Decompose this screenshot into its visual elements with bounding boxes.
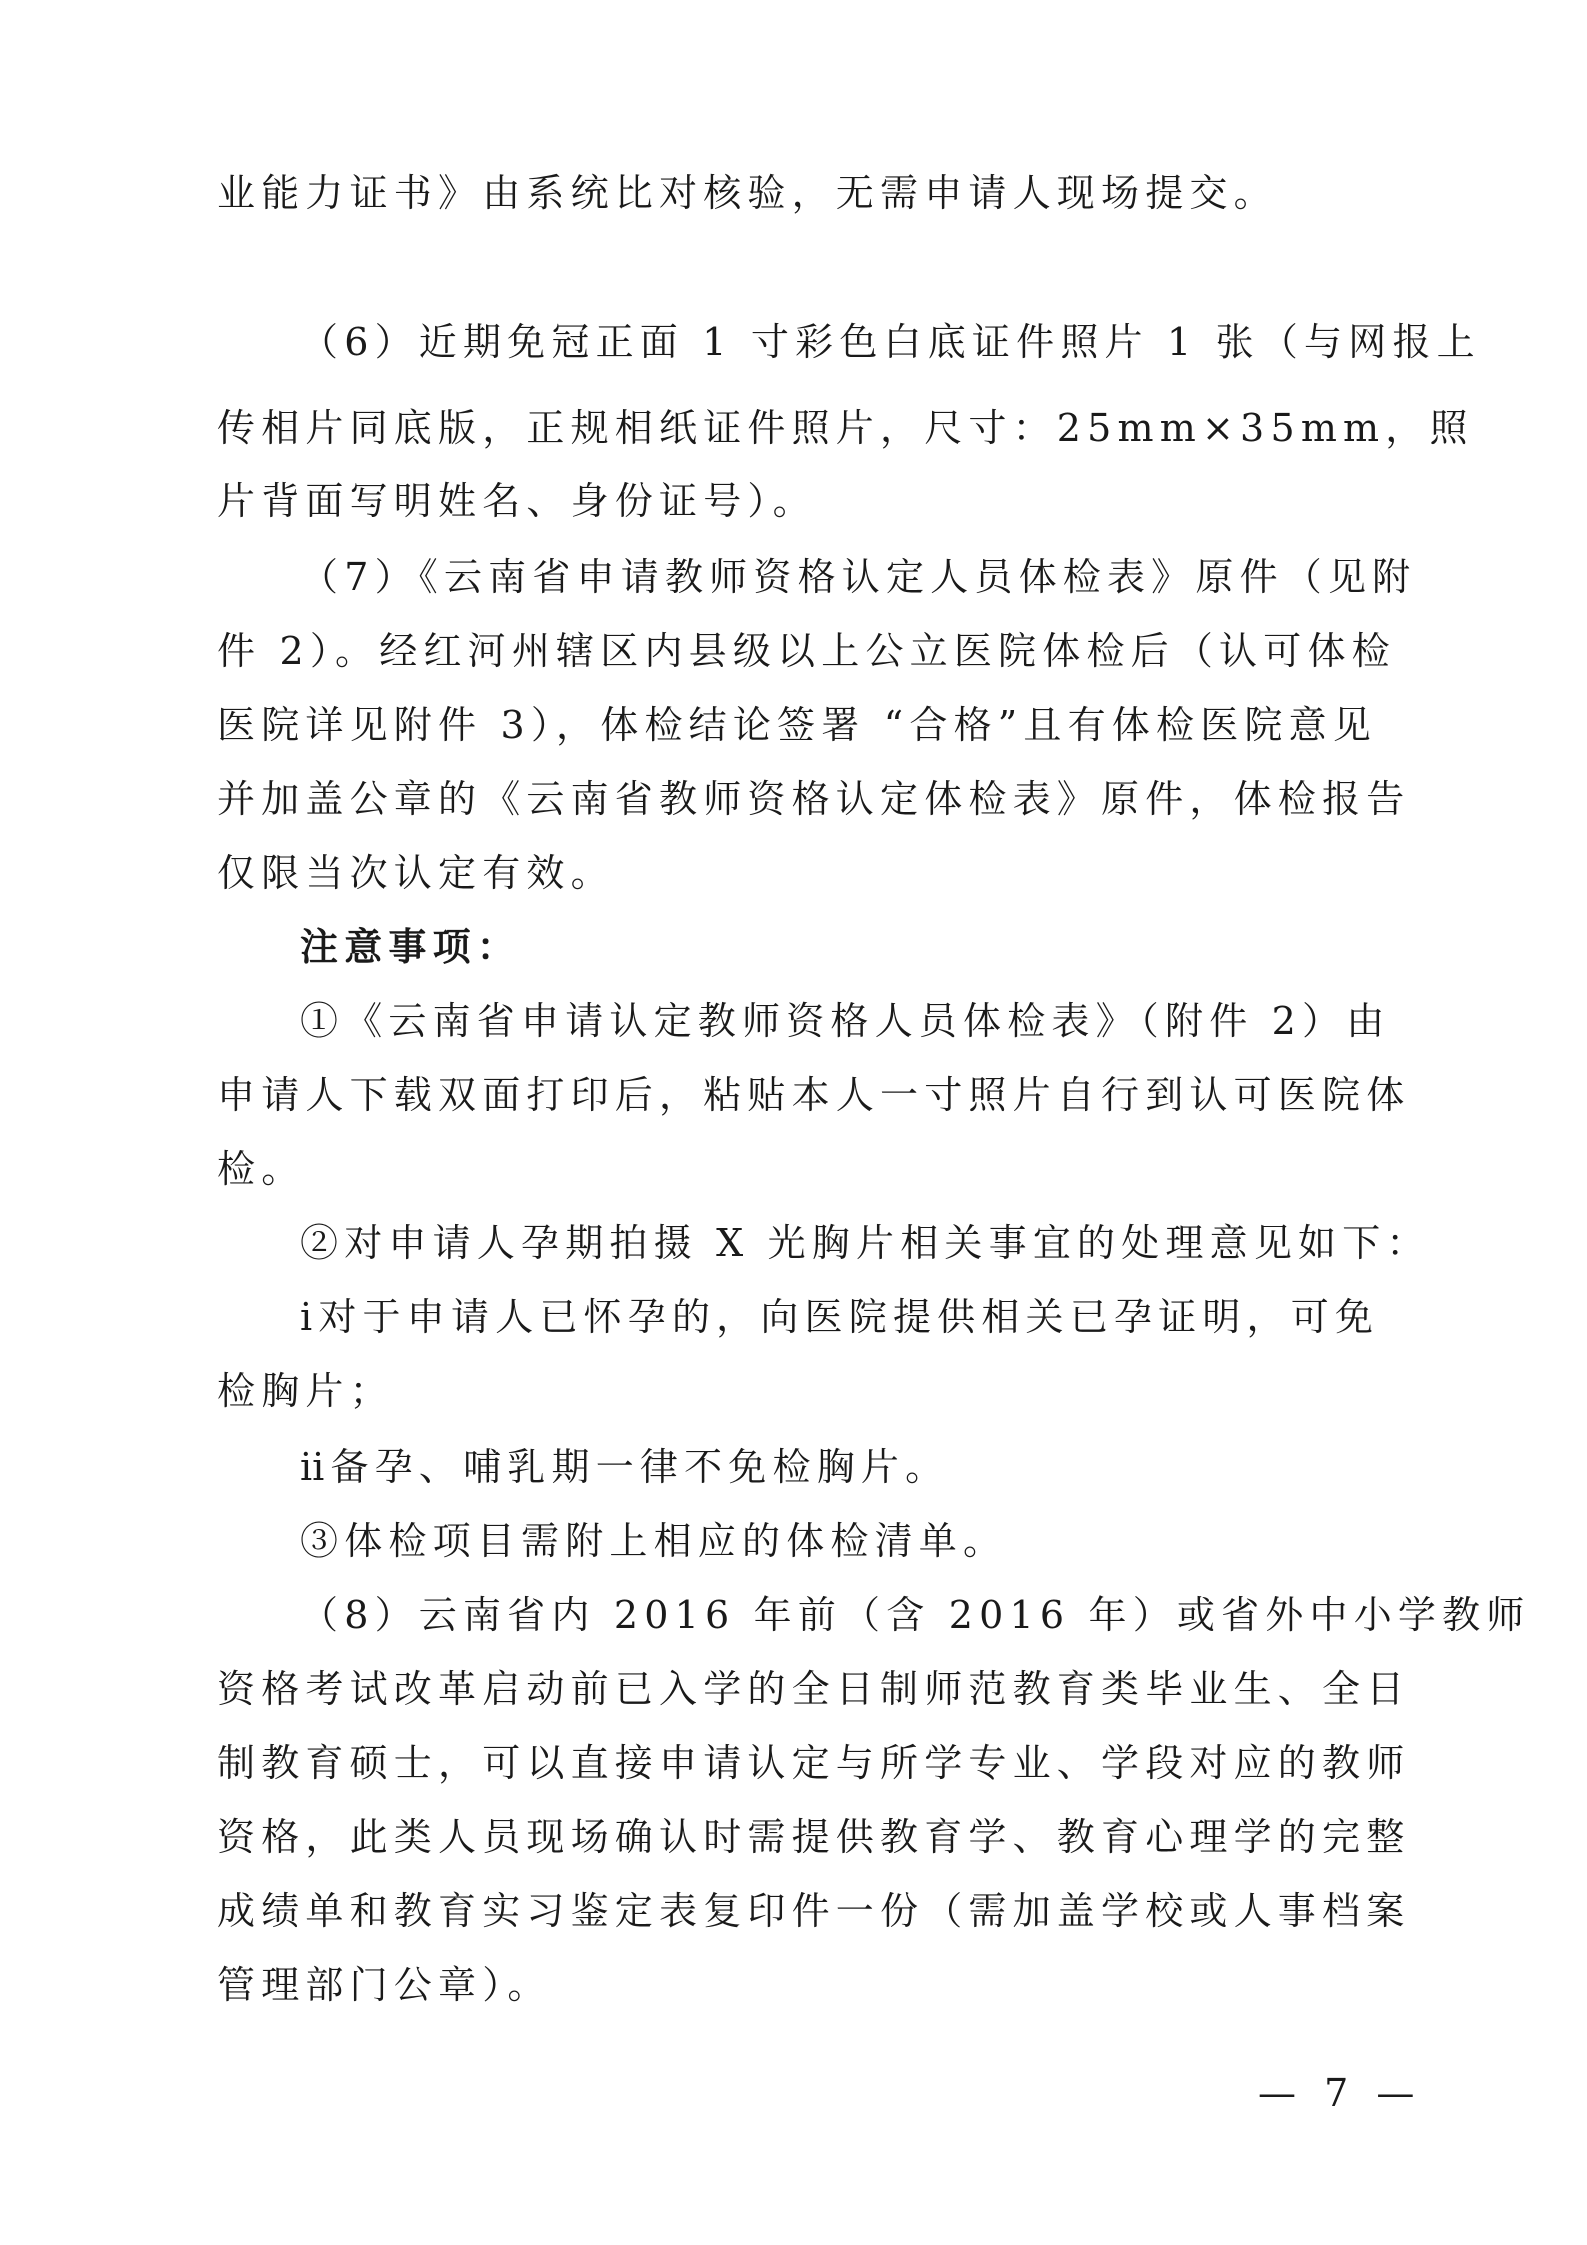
text-line: ③体检项目需附上相应的体检清单。 bbox=[300, 1519, 1008, 1563]
text-line: 申请人下载双面打印后，粘贴本人一寸照片自行到认可医院体 bbox=[217, 1073, 1411, 1117]
text-line: 检。 bbox=[217, 1147, 306, 1191]
text-line: 管理部门公章）。 bbox=[217, 1963, 552, 2007]
text-line: 成绩单和教育实习鉴定表复印件一份（需加盖学校或人事档案 bbox=[217, 1889, 1411, 1933]
text-line: 检胸片； bbox=[217, 1369, 394, 1413]
text-line: （8）云南省内 2016 年前（含 2016 年）或省外中小学教师 bbox=[300, 1593, 1531, 1637]
text-line: 仅限当次认定有效。 bbox=[217, 851, 615, 895]
text-line: 传相片同底版，正规相纸证件照片，尺寸：25mm×35mm，照 bbox=[217, 406, 1474, 450]
text-line: 医院详见附件 3），体检结论签署 “合格”且有体检医院意见 bbox=[217, 703, 1377, 747]
notes-heading: 注意事项： bbox=[300, 924, 522, 969]
text-line: （6）近期免冠正面 1 寸彩色白底证件照片 1 张（与网报上 bbox=[300, 320, 1481, 364]
text-line: ⅱ备孕、哺乳期一律不免检胸片。 bbox=[300, 1445, 950, 1489]
text-line: 资格，此类人员现场确认时需提供教育学、教育心理学的完整 bbox=[217, 1815, 1411, 1859]
text-line: 制教育硕士，可以直接申请认定与所学专业、学段对应的教师 bbox=[217, 1741, 1411, 1785]
text-line: 并加盖公章的《云南省教师资格认定体检表》原件，体检报告 bbox=[217, 777, 1411, 821]
text-line: 件 2）。经红河州辖区内县级以上公立医院体检后（认可体检 bbox=[217, 629, 1396, 673]
text-line: （7）《云南省申请教师资格认定人员体检表》原件（见附 bbox=[300, 555, 1417, 599]
text-line: 业能力证书》由系统比对核验，无需申请人现场提交。 bbox=[217, 171, 1278, 215]
text-line: ①《云南省申请认定教师资格人员体检表》（附件 2）由 bbox=[300, 999, 1391, 1043]
text-line: ②对申请人孕期拍摄 X 光胸片相关事宜的处理意见如下： bbox=[300, 1221, 1431, 1265]
text-line: 资格考试改革启动前已入学的全日制师范教育类毕业生、全日 bbox=[217, 1667, 1411, 1711]
page-number: — 7 — bbox=[1258, 2071, 1423, 2115]
text-line: 片背面写明姓名、身份证号）。 bbox=[217, 479, 817, 523]
text-line: ⅰ对于申请人已怀孕的，向医院提供相关已孕证明，可免 bbox=[300, 1295, 1380, 1339]
